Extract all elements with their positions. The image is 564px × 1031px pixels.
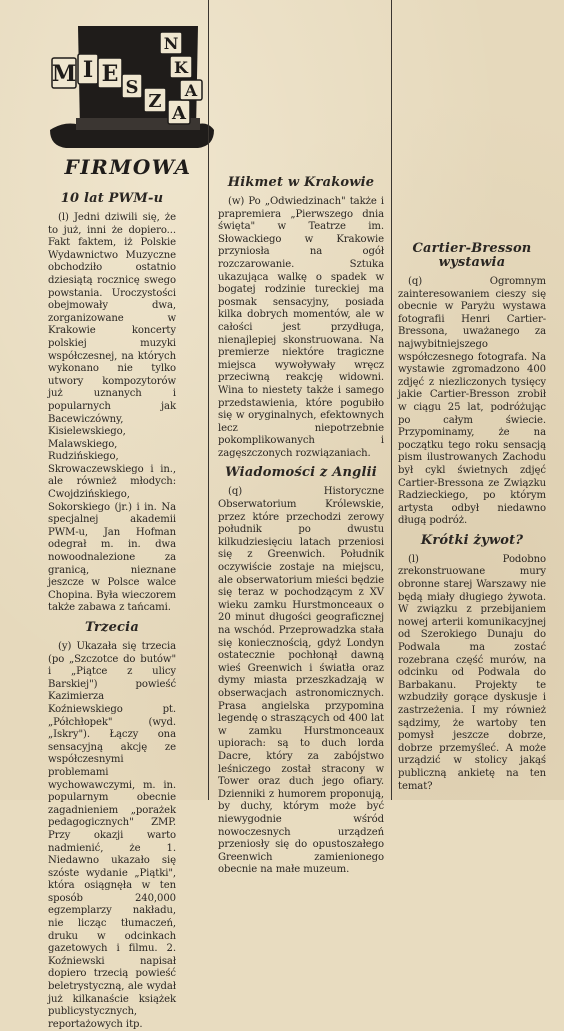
headline-cartier-bresson: Cartier-Bresson wystawia xyxy=(412,241,532,270)
logo-letter: Z xyxy=(148,91,162,112)
article-hikmet: (w) Po „Odwiedzinach" także i prapremiera „Pierwszego dnia święta" w Teatrze im. Słowackiego w Krakowie przyniosła na ogół rozczarowanie. Sztuka ukazująca walkę o spadek w bogatej rodzinie tureckiej ma posmak sensacyjny, posiada kilka dobrych momentów, ale w całości jest przydługa, nienajlepiej skonstruowana. Na premierze niektóre tragiczne miejsca wywoływały wręcz przeciwną reakcję widowni. Wina to niestety także i samego przedstawienia, które pogubiło się w oryginalnych, efektownych lecz niepotrzebnie pokomplikowanych i zagęszczonych rozwiązaniach. xyxy=(218,196,384,459)
logo-letter: M xyxy=(51,61,77,87)
logo-letter: E xyxy=(101,61,119,87)
trzecia-continued xyxy=(218,0,384,170)
column-rule xyxy=(208,0,209,800)
logo-letter: K xyxy=(174,58,188,77)
section-masthead xyxy=(48,18,216,188)
logo-letter: A xyxy=(184,81,198,100)
logo-letter: S xyxy=(125,77,139,98)
column-3 xyxy=(398,0,546,800)
logo-letter: N xyxy=(163,34,179,53)
article-10-lat-pwm: (l) Jedni dziwili się, że to już, inni że dopiero... Fakt faktem, iż Polskie Wydawnictwo Muzyczne obchodziło ostatnio dziesiątą rocznicę swego powstania. Uroczystości obejmowały dwa, zorganizowane w Krakowie koncerty polskiej muzyki współczesnej, na których wykonano nie tylko utwory kompozytorów już uznanych i popularnych jak Bacewiczówny, Kisielewskiego, Malawskiego, Rudzińskiego, Skrowaczewskiego i in., ale również młodych: Cwojdzińskiego, Sokorskiego (jr.) i in. Na specjalnej akademii PWM-u, Jan Hofman odegrał m. in. dwa nowoodnalezione za granicą, nieznane jeszcze w Polsce walce Chopina. Była wieczorem także zabawa z tańcami. xyxy=(48,212,176,614)
article-krotki-zywot: (l) Podobno zrekonstruowane mury obronne starej Warszawy nie będą miały długiego żywota. W związku z przebijaniem nowej arterii komunikacyjnej od Szerokiego Dunaju do Podwala ma zostać rozebrana część murów, na odcinku od Podwala do Barbakanu. Projekty te wzbudziły gorące dyskusje i zastrzeżenia. I my również sądzimy, że wartoby ten pomysł jeszcze dobrze, dobrze przemyśleć. A może urządzić w stolicy jakąś publiczną ankietę na ten temat? xyxy=(398,553,546,792)
logo-word: FIRMOWA xyxy=(64,155,192,179)
headline-10-lat-pwm: 10 lat PWM-u xyxy=(60,191,164,206)
column-rule xyxy=(391,0,392,800)
logo-letter: I xyxy=(82,57,94,83)
headline-krotki-zywot: Krótki żywot? xyxy=(420,532,524,548)
article-cartier-bresson: (q) Ogromnym zainteresowaniem cieszy się obecnie w Paryżu wystawa fotografii Henri Cartier-Bressona, uważanego za najwybitniejszego współczesnego fotografa. Na wystawie zgromadzono 400 zdjęć z niezliczonych tysięcy jakie Cartier-Bresson zrobił w ciągu 25 lat, podróżując po całym świecie. Przypominamy, że na początku tego roku sensacją pism ilustrowanych Zachodu był cykl świetnych zdjęć Cartier-Bressona ze Związku Radzieckiego, po którym artysta odbył niedawno długą podróż. xyxy=(398,276,546,527)
wiadomosci-continued-space xyxy=(398,0,546,236)
logo-letter: A xyxy=(172,103,186,124)
column-1 xyxy=(48,186,176,1030)
headline-trzecia: Trzecia xyxy=(85,620,139,635)
column-2 xyxy=(218,0,384,876)
top-hat-logo-icon xyxy=(48,18,216,188)
article-wiadomosci: (q) Historyczne Obserwatorium Królewskie, przez które przechodzi zerowy południk po dwustu kilkudziesięciu latach przeniosi się z Greenwich. Południk oczywiście zostaje na miejscu, ale obserwatorium mieści będzie się teraz w pochodzącym z XV wieku zamku Hurstmonceaux o 20 minut długości geograficznej na wschód. Przeprowadzka stała się koniecznością, gdyż Londyn ostatecznie pochłonął dawną wieś Greenwich i światła oraz dymy miasta przeszkadzają w obserwacjach astronomicznych. Prasa angielska przypomina legendę o straszących od 400 lat w zamku Hurstmonceaux upiorach: są to duch lorda Dacre, który za zabójstwo leśniczego został stracony w Tower oraz duch jego ofiary. Dzienniki z humorem proponują, by duchy, którym może być niewygodnie wśród nowoczesnych urządzeń przeniosły się do opustoszałego Greenwich zamienionego obecnie na małe muzeum. xyxy=(218,486,384,876)
article-trzecia: (y) Ukazała się trzecia (po „Szczotce do butów" i „Piątce z ulicy Barskiej") powieść Kazimierza Koźniewskiego pt. „Półchłopek" (wyd. „Iskry"). Łączy ona sensacyjną akcję ze współczesnymi problemami wychowawczymi, m. in. popularnym obecnie zagadnieniem „porażek pedagogicznych" ZMP. Przy okazji warto nadmienić, że 1. Niedawno ukazało się szóste wydanie „Piątki", która osiągnęła w ten sposób 240,000 egzemplarzy nakładu, nie licząc tłumaczeń, druku w odcinkach gazetowych i filmu. 2. Koźniewski napisał dopiero trzecią powieść beletrystyczną, ale wydał już kilkanaście książek publicystycznych, reportażowych itp. xyxy=(48,641,176,1030)
headline-hikmet: Hikmet w Krakowie xyxy=(227,175,375,190)
headline-wiadomosci: Wiadomości z Anglii xyxy=(225,465,377,481)
